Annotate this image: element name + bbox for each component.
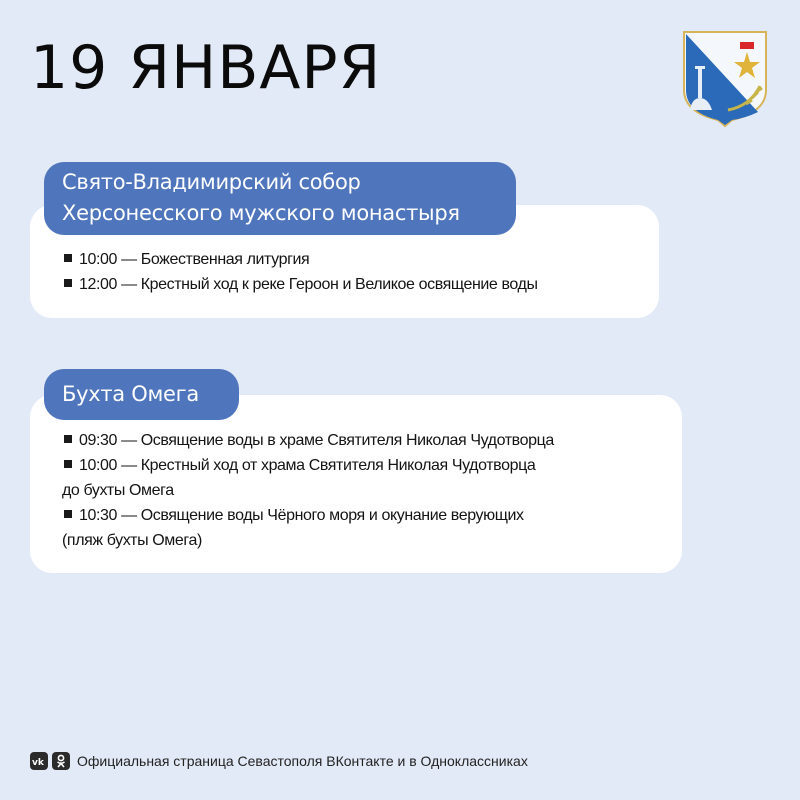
event-list: [64, 428, 674, 553]
square-bullet-icon: [64, 254, 72, 262]
square-bullet-icon: [64, 279, 72, 287]
event-item: 10:00 — Крестный ход от храма Святителя Николая Чудотворца: [64, 453, 674, 478]
section-title-vladimir-cathedral: Свято-Владимирский собор Херсонесского мужского монастыря: [44, 162, 516, 235]
section-card-omega-bay: [30, 395, 682, 573]
event-continuation: до бухты Омега: [62, 482, 174, 499]
square-bullet-icon: [64, 435, 72, 443]
square-bullet-icon: [64, 510, 72, 518]
event-item: 12:00 — Крестный ход к реке Героон и Великое освящение воды: [64, 272, 538, 297]
vk-icon[interactable]: [30, 752, 48, 770]
event-item: 09:30 — Освящение воды в храме Святителя Николая Чудотворца: [64, 428, 674, 453]
svg-text:vk: vk: [32, 758, 44, 766]
event-item: 10:00 — Божественная литургия: [64, 247, 538, 272]
footer-text: Официальная страница Севастополя ВКонтакте и в Одноклассниках: [77, 753, 528, 769]
date-title: 19 ЯНВАРЯ: [30, 33, 382, 103]
section-title-omega-bay: Бухта Омега: [44, 369, 239, 420]
event-continuation: (пляж бухты Омега): [62, 532, 202, 549]
odnoklassniki-icon[interactable]: [52, 752, 70, 770]
footer: [30, 752, 528, 770]
event-list: [64, 247, 538, 297]
event-item: 10:30 — Освящение воды Чёрного моря и окунание верующих: [64, 503, 674, 528]
sevastopol-coat-of-arms-icon: [680, 28, 770, 128]
square-bullet-icon: [64, 460, 72, 468]
